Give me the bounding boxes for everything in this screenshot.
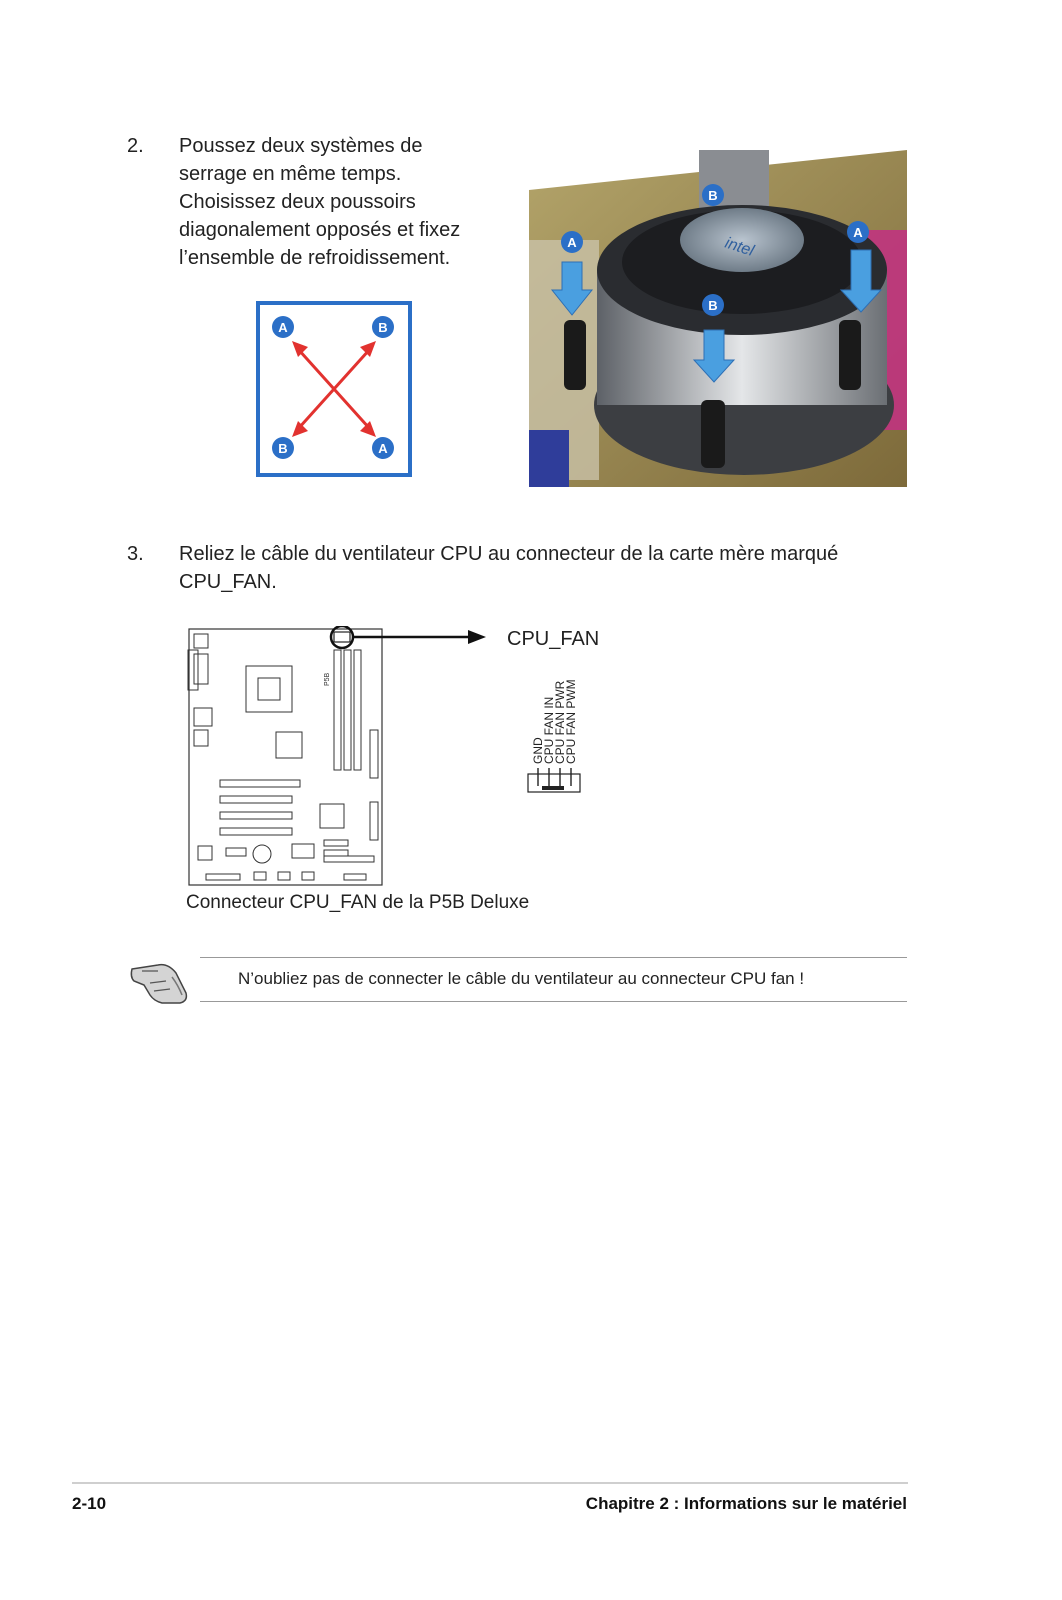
step-2-line: l’ensemble de refroidissement. bbox=[179, 247, 451, 269]
note-bottom-rule bbox=[200, 1001, 907, 1002]
board-outline bbox=[189, 629, 382, 885]
pointer-arrowhead bbox=[468, 630, 486, 644]
step-2-line: Choisissez deux poussoirs bbox=[179, 191, 416, 213]
svg-text:B: B bbox=[708, 188, 718, 203]
note-top-rule bbox=[200, 957, 907, 958]
pin-label-gnd: GND bbox=[531, 737, 545, 764]
step-3-line: Reliez le câble du ventilateur CPU au connecteur de la carte mère marqué bbox=[179, 543, 839, 565]
step-2-line: Poussez deux systèmes de bbox=[179, 135, 423, 157]
step-2-line: serrage en même temps. bbox=[179, 163, 402, 185]
pin-leads bbox=[538, 768, 571, 786]
page-number: 2-10 bbox=[72, 1494, 107, 1513]
photo-badge-a-right bbox=[847, 221, 869, 243]
svg-text:A: A bbox=[567, 235, 577, 250]
figure-caption: Connecteur CPU_FAN de la P5B Deluxe bbox=[186, 892, 530, 913]
pointing-hand-icon bbox=[128, 955, 190, 1007]
motherboard-layout-diagram bbox=[184, 626, 494, 890]
board-model-label: P5B bbox=[324, 672, 331, 686]
push-pin bbox=[839, 320, 861, 390]
diagram-badge-top-left bbox=[272, 316, 294, 338]
diagram-badge-bottom-left bbox=[272, 437, 294, 459]
svg-text:A: A bbox=[853, 225, 863, 240]
intel-logo: intel bbox=[722, 234, 756, 260]
memory-slot bbox=[529, 430, 569, 487]
step-3-text bbox=[179, 540, 919, 596]
diagram-badge-top-right bbox=[372, 316, 394, 338]
step-2-number: 2. bbox=[127, 135, 144, 157]
pin-label-fan-in: CPU FAN IN bbox=[542, 696, 556, 764]
svg-text:A: A bbox=[278, 320, 288, 335]
svg-text:A: A bbox=[378, 441, 388, 456]
svg-text:B: B bbox=[378, 320, 388, 335]
svg-text:B: B bbox=[708, 298, 718, 313]
step-3-line: CPU_FAN. bbox=[179, 571, 277, 593]
chapter-title: Chapitre 2 : Informations sur le matériel bbox=[585, 1494, 907, 1513]
diagram-badge-bottom-right bbox=[372, 437, 394, 459]
footer-rule bbox=[72, 1482, 908, 1484]
photo-badge-a-left bbox=[561, 231, 583, 253]
pin-header-key bbox=[542, 786, 564, 790]
pin-label-fan-pwr: CPU FAN PWR bbox=[553, 680, 567, 764]
cpu-fan-connector-location bbox=[334, 632, 350, 642]
photo-badge-b-top bbox=[702, 184, 724, 206]
push-pin bbox=[564, 320, 586, 390]
heatsink-install-photo bbox=[529, 150, 907, 487]
step-3-number: 3. bbox=[127, 543, 144, 565]
step-2-line: diagonalement opposés et fixez bbox=[179, 219, 461, 241]
cpu-fan-pinout bbox=[520, 668, 590, 798]
step-2-text bbox=[179, 132, 499, 272]
photo-badge-b-center bbox=[702, 294, 724, 316]
note-text: N’oubliez pas de connecter le câble du ventilateur au connecteur CPU fan ! bbox=[238, 969, 805, 988]
clamp-order-diagram bbox=[256, 301, 412, 477]
pin-label-fan-pwm: CPU FAN PWM bbox=[564, 679, 578, 764]
push-pin bbox=[701, 400, 725, 468]
svg-text:B: B bbox=[278, 441, 288, 456]
cpu-fan-label: CPU_FAN bbox=[507, 628, 600, 650]
